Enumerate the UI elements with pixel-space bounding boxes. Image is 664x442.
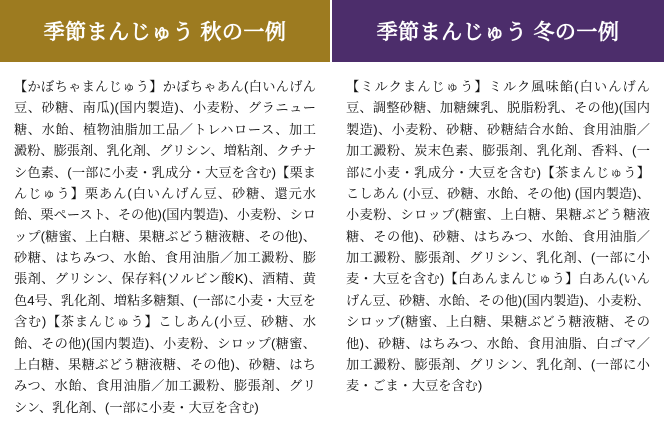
autumn-ingredients-text: 【かぼちゃまんじゅう】かぼちゃあん(白いんげん豆、砂糖、南瓜)(国内製造)、小麦粉、グラニュー糖、水飴、植物油脂加工品／トレハロース、加工澱粉、膨張剤、乳化剤、グリシン、増粘剤、クチナシ色素、(一部に小麦・乳成分・大豆を含む)【栗まんじゅう】栗あん(白いんげん豆、砂糖、還元水飴、栗ペースト、その他)(国内製造)、小麦粉、シロップ(糖蜜、上白糖、果糖ぶどう糖液糖、その他)、砂糖、はちみつ、水飴、食用油脂／加工澱粉、膨張剤、グリシン、保存料(ソルビン酸K)、酒精、黄色4号、乳化剤、増粘多糖類、(一部に小麦・大豆を含む)【茶まんじゅう】こしあん(小豆、砂糖、水飴、その他)(国内製造)、小麦粉、シロップ(糖蜜、上白糖、果糖ぶどう糖液糖、その他)、砂糖、はちみつ、水飴、食用油脂／加工澱粉、膨張剤、グリシン、乳化剤、(一部に小麦・大豆を含む) (14, 79, 316, 415)
winter-column-header: 季節まんじゅう 冬の一例 (332, 0, 664, 62)
winter-column (332, 0, 664, 442)
autumn-column-header: 季節まんじゅう 秋の一例 (0, 0, 330, 62)
winter-ingredients-text: 【ミルクまんじゅう】ミルク風味餡(白いんげん豆、調整砂糖、加糖練乳、脱脂粉乳、その他)(国内製造)、小麦粉、砂糖、砂糖結合水飴、食用油脂／加工澱粉、炭末色素、膨張剤、乳化剤、香料、(一部に小麦・乳成分・大豆を含む)【茶まんじゅう】こしあん (小豆、砂糖、水飴、その他) (国内製造)、小麦粉、シロップ(糖蜜、上白糖、果糖ぶどう糖液糖、その他)、砂糖、はちみつ、水飴、食用油脂／加工澱粉、膨張剤、グリシン、乳化剤、(一部に小麦・大豆を含む)【白あんまんじゅう】白あん(いんげん豆、砂糖、水飴、その他)(国内製造)、小麦粉、シロップ(糖蜜、上白糖、果糖ぶどう糖液糖、その他)、砂糖、はちみつ、水飴、食用油脂、白ゴマ／加工澱粉、膨張剤、グリシン、乳化剤、(一部に小麦・ごま・大豆を含む) (346, 79, 650, 394)
